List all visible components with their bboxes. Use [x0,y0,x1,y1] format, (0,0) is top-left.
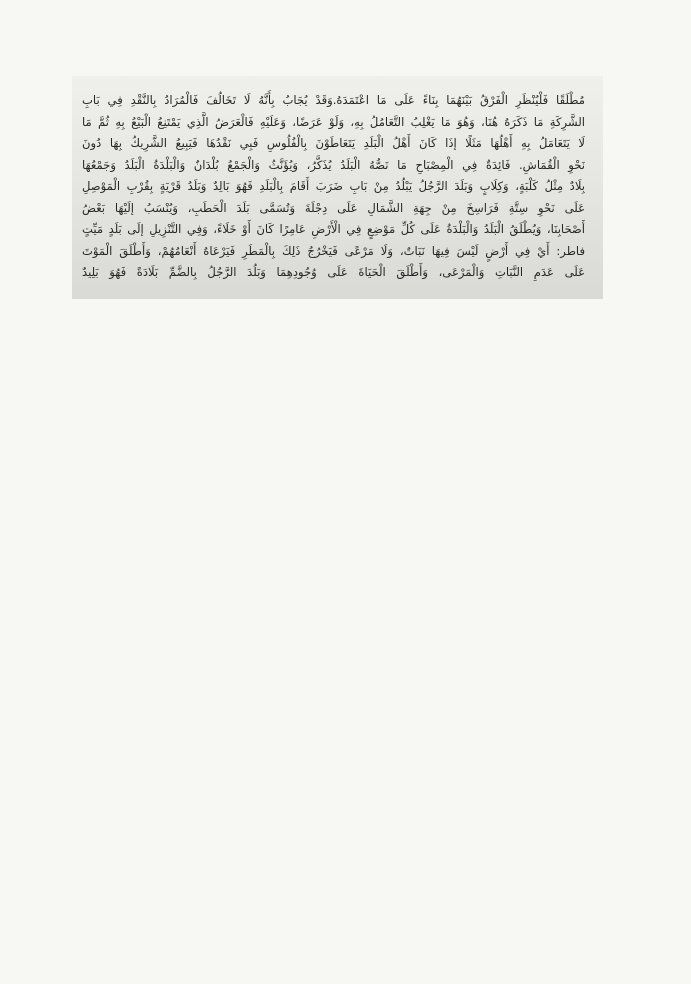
text-line: الشَّرِكَةِ مَا ذَكَرَهُ هُنَا، وَهُوَ مَا يَغْلِبُ التَّعَامُلُ بِهِ، وَلَوْ عَرَضًا، وَعَلَيْهِ فَالْعَرَضُ الَّذِي يَمْتَنِعُ الْبَيْعُ بِهِ ثُمَّ مَا [82,114,585,129]
text-line: بِلَادٌ مِثْلُ كَلْبَةٍ، وَكِلَابٍ وَبَلَدَ الرَّجُلُ يَبْلُدُ مِنْ بَابِ ضَرَبَ أَقَامَ بِالْبَلَدِ فَهُوَ بَالِدٌ وَبَلَدُ قَرْيَةٍ بِقُرْبِ الْمَوْصِلِ [82,179,585,193]
text-line: مُطْلَقًا فَلْيُنْظَرِ الْفَرْقُ بَيْنَهُمَا بِنَاءً عَلَى مَا اعْتَمَدَهُ.وَقَدْ يُجَابُ بِأَنَّهُ لَا تَخَالُفَ فَالْمُرَادُ بِالنَّقْدِ فِي بَابِ [82,93,585,107]
scanned-text-block [72,76,603,299]
text-line: عَلَى نَحْوِ سِتَّةِ فَرَاسِخَ مِنْ جِهَةِ الشَّمَالِ عَلَى دِجْلَةَ وَتُسَمَّى بَلَدَ الْحَطَبِ، وَيُنْسَبُ إلَيْهَا بَعْضُ [82,200,585,215]
text-line: عَلَى عَدَمِ النَّبَاتِ وَالْمَرْعَى، وَأَطْلَقَ الْحَيَاةَ عَلَى وُجُودِهِمَا وَبَلُدَ الرَّجُلُ بِالضَّمِّ بَلَادَةً فَهُوَ بَلِيدٌ [82,265,585,279]
text-line: لَا يَتَعَامَلُ بِهِ أَهْلُهَا مَثَلًا إذَا كَانَ أَهْلُ الْبَلَدِ يَتَعَاطَوْنَ بِالْفُلُوسِ فَبِي نَقْدُهَا فَيَبِيعُ الشَّرِيكُ بِهَا دُونَ [82,136,585,150]
text-line: أَصْحَابِنَا، وَيُطْلَقُ الْبَلَدُ وَالْبَلْدَةُ عَلَى كُلِّ مَوْضِعٍ فِي الْأَرْضِ عَامِرًا كَانَ أَوْ خَلَاءً، وَفِي التَّنْزِيلِ إلَى بَلَدٍ مَيِّتٍ [82,222,585,236]
text-line: نَحْوِ الْقُمَاشِ. فَائِدَةٌ فِي الْمِصْبَاحِ مَا نَصُّهُ الْبَلَدُ يُذَكَّرُ، وَيُؤَنَّثُ وَالْجَمْعُ بُلْدَانٌ وَالْبَلْدَةُ الْبَلَدُ وَجَمْعُهَا [82,157,585,172]
text-line: فاطر: أَيْ فِي أَرْضٍ لَيْسَ فِيهَا نَبَاتٌ، وَلَا مَرْعًى فَيَخْرُجُ ذَلِكَ بِالْمَطَرِ فَيَرْعَاهُ أَنْعَامُهُمْ، وَأَطْلَقَ الْمَوْتَ [82,243,585,258]
